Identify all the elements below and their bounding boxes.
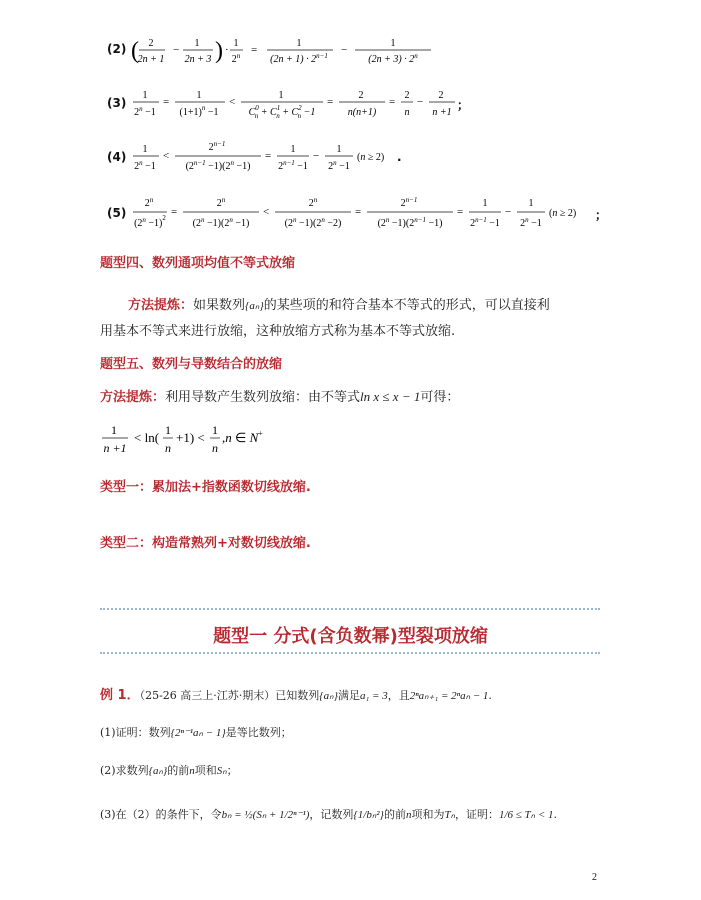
section-5-method-text-b: 可得： xyxy=(420,390,460,405)
question-2-mid2: 项和 xyxy=(194,764,217,777)
svg-text:(2n + 1) · 2n−1: $(2n + 1) \cdot 2^{n-1}$ xyxy=(270,52,328,65)
question-3-T: Tₙ xyxy=(444,809,455,821)
svg-text:2n−1 −1: $2^{n-1} -1$ xyxy=(278,159,308,172)
svg-text:(n ≥ 2): (n ≥ 2) xyxy=(357,152,385,163)
example-1-source: （25-26 高三上·江苏·期末）已知数列 xyxy=(139,689,320,702)
svg-text:<: < xyxy=(163,150,170,162)
example-1-line xyxy=(100,684,492,703)
section-5-method-text-a: 利用导数产生数列放缩：由不等式 xyxy=(165,390,361,405)
section-4-method xyxy=(128,294,550,313)
svg-text:(n ≥ 2): (n ≥ 2) xyxy=(549,208,577,219)
question-1-sequence: {2ⁿ⁻¹aₙ − 1} xyxy=(170,727,226,739)
svg-text:1: 1 xyxy=(196,90,202,101)
section-5-method-label: 方法提炼： xyxy=(100,390,166,405)
svg-text:(: ( xyxy=(131,38,139,64)
svg-text:(2n −1)2: $(2^n -1)^2$ xyxy=(134,214,166,229)
question-3-text: (3)在（2）的条件下，令 xyxy=(100,808,222,821)
section-4-method-cont: 用基本不等式来进行放缩，这种放缩方式称为基本不等式放缩. xyxy=(100,324,456,339)
svg-text:n: n xyxy=(212,441,218,455)
svg-text:2: 2 xyxy=(358,90,364,101)
question-3 xyxy=(100,806,557,822)
svg-text:+1) <: +1) < xyxy=(176,430,205,445)
formula-4-math xyxy=(129,138,419,178)
svg-text:−: − xyxy=(417,96,424,108)
svg-text:(2n −1)(2n −1): $(2^n -1)(2^n -1)$ xyxy=(192,216,250,229)
svg-text:(2n−1 −1)(2n −1): $(2^{n-1} -1)(2^n -1)$ xyxy=(185,159,251,172)
svg-text:2: 2 xyxy=(438,90,444,101)
svg-text:1: 1 xyxy=(528,198,534,209)
type-2-heading: 类型二：构造常熟列+对数切线放缩. xyxy=(100,536,311,551)
formula-3-math xyxy=(129,84,479,124)
svg-text:=: = xyxy=(171,206,178,218)
question-3-n: n xyxy=(405,809,412,821)
question-1-end: 是等比数列； xyxy=(225,726,292,739)
svg-text:1: 1 xyxy=(142,144,148,155)
divider-bottom xyxy=(100,652,600,654)
svg-text:(2n −1)(2n −2): $(2^n -1)(2^n -2)$ xyxy=(284,216,342,229)
svg-text:2n−1: $2^{n-1}$ xyxy=(208,140,226,153)
svg-text:2n: 2$^n$ xyxy=(308,196,318,209)
svg-text:<: < xyxy=(229,96,236,108)
svg-text:n +1: n +1 xyxy=(432,107,452,118)
example-1-cond-b: ，且 xyxy=(387,689,410,702)
question-3-sequence: {1/bₙ²} xyxy=(353,809,384,821)
formula-4-end: . xyxy=(397,150,402,164)
svg-text:1: 1 xyxy=(194,38,200,49)
svg-text:1: 1 xyxy=(165,423,171,437)
question-2 xyxy=(100,762,238,778)
type-1-heading: 类型一：累加法+指数函数切线放缩. xyxy=(100,480,311,495)
svg-text:1: 1 xyxy=(142,90,148,101)
section-4-heading: 题型四、数列通项均值不等式放缩 xyxy=(100,256,296,271)
svg-text:1: 1 xyxy=(390,38,396,49)
svg-text:2n −1: $2^n -1$ xyxy=(328,159,350,172)
svg-text:2: 2 xyxy=(404,90,410,101)
svg-text:n: n xyxy=(165,441,171,455)
svg-text:1: 1 xyxy=(290,144,296,155)
svg-text:2n: 2$^n$ xyxy=(144,196,154,209)
formula-5-label: (5) xyxy=(107,206,127,220)
section-4-method-text-a: 如果数列 xyxy=(193,298,246,313)
svg-text:2n −1: $2^n -1$ xyxy=(520,216,542,229)
question-2-text: (2)求数列 xyxy=(100,764,149,777)
svg-text:n: n xyxy=(404,107,410,118)
question-3-end: . xyxy=(553,808,557,821)
question-1 xyxy=(100,724,292,740)
example-1-sequence: {aₙ} xyxy=(319,690,338,702)
svg-text:=: = xyxy=(327,96,334,108)
svg-text:=: = xyxy=(163,96,170,108)
formula-2-label: (2) xyxy=(107,42,127,56)
svg-text:−: − xyxy=(341,44,348,56)
question-2-mid: 的前 xyxy=(167,764,190,777)
section-4-method-text-b: 的某些项的和符合基本不等式的形式，可以直接利 xyxy=(263,298,550,313)
example-1-initial: a₁ = 3 xyxy=(359,690,388,702)
svg-text:): ) xyxy=(215,38,223,64)
svg-text:−: − xyxy=(505,206,512,218)
question-1-text: (1)证明：数列 xyxy=(100,726,171,739)
question-2-sum: Sₙ xyxy=(216,765,227,777)
example-1-cond-a: 满足 xyxy=(337,689,360,702)
section-5-formula-math xyxy=(100,418,280,458)
svg-text:1: 1 xyxy=(212,423,218,437)
svg-text:2n−1 −1: $2^{n-1} -1$ xyxy=(470,216,500,229)
svg-text:(2n + 3) · 2n: $(2n + 3) \cdot 2^n$ xyxy=(368,52,418,65)
svg-text:1: 1 xyxy=(233,38,239,49)
svg-text:2n −1: $2^n -1$ xyxy=(134,159,156,172)
svg-text:=: = xyxy=(457,206,464,218)
svg-text:n(n+1): n(n+1) xyxy=(347,107,377,118)
svg-text:2n: 2$^n$ xyxy=(216,196,226,209)
formula-5-end: ； xyxy=(595,208,608,222)
svg-text:1: 1 xyxy=(111,423,117,437)
example-1-recurrence: 2ⁿaₙ₊₁ = 2ⁿaₙ − 1 xyxy=(409,690,489,702)
svg-text:1: 1 xyxy=(336,144,342,155)
example-1-label: 例 1． xyxy=(100,688,140,703)
question-2-end: ； xyxy=(226,764,238,777)
svg-text:,n ∈ N+: ,n ∈ N+ xyxy=(222,429,263,445)
page-number: 2 xyxy=(592,872,597,883)
svg-text:2: 2 xyxy=(148,38,154,49)
svg-text:(2n −1)(2n−1 −1): $(2^n -1)(2^{n-1} -1)$ xyxy=(377,216,443,229)
question-3-mid3: 项和为 xyxy=(411,808,445,821)
section-5-inequality: ln x ≤ x − 1 xyxy=(360,389,421,404)
svg-text:<: < xyxy=(263,206,270,218)
svg-text:2n −1: $2^n -1$ xyxy=(134,105,156,118)
question-3-mid: ，记数列 xyxy=(309,808,354,821)
section-5-formula xyxy=(100,418,280,462)
svg-text:(1+1)n −1: $(1+1)^n -1$ xyxy=(179,104,219,118)
formula-5-math xyxy=(129,192,595,236)
svg-text:1: 1 xyxy=(278,90,284,101)
question-2-sequence: {aₙ} xyxy=(148,765,168,777)
svg-text:< ln(: < ln( xyxy=(134,430,160,445)
svg-text:1: 1 xyxy=(296,38,302,49)
formula-3-label: (3) xyxy=(107,96,127,110)
svg-text:−: − xyxy=(173,44,180,56)
example-1-end: . xyxy=(488,689,492,702)
question-3-mid2: 的前 xyxy=(383,808,406,821)
question-2-n: n xyxy=(189,765,195,777)
formula-4-label: (4) xyxy=(107,150,127,164)
section-4-sequence: {aₙ} xyxy=(245,300,264,312)
svg-text:=: = xyxy=(265,150,272,162)
question-3-mid4: ，证明： xyxy=(454,808,499,821)
svg-text:2n−1: $2^{n-1}$ xyxy=(400,196,418,209)
svg-text:C0n + C1n + C2n −1: $C^0$ $n + C^1$ $n + C^2$ n −1 xyxy=(248,104,316,120)
section-title: 题型一 分式(含负数幂)型裂项放缩 xyxy=(213,626,488,647)
section-5-heading: 题型五、数列与导数结合的放缩 xyxy=(100,357,283,372)
svg-text:−: − xyxy=(313,150,320,162)
svg-text:=: = xyxy=(251,44,258,56)
section-5-method xyxy=(100,386,459,405)
question-3-inequality: 1/6 ≤ Tₙ < 1 xyxy=(498,809,554,821)
formula-2-math xyxy=(129,32,449,72)
svg-text:2n: 2$^n$ xyxy=(231,52,241,65)
svg-text:2n + 3: 2n + 3 xyxy=(184,54,212,65)
svg-text:=: = xyxy=(355,206,362,218)
divider-top xyxy=(100,608,600,610)
svg-text:=: = xyxy=(389,96,396,108)
svg-text:2n + 1: 2n + 1 xyxy=(137,54,165,65)
svg-text:1: 1 xyxy=(482,198,488,209)
svg-text:·: · xyxy=(225,44,229,56)
svg-text:n +1: n +1 xyxy=(103,441,127,455)
question-3-bn: bₙ = ½(Sₙ + 1/2ⁿ⁻¹) xyxy=(221,809,310,821)
section-4-method-label: 方法提炼： xyxy=(128,298,194,313)
formula-3-end: ； xyxy=(457,98,470,112)
